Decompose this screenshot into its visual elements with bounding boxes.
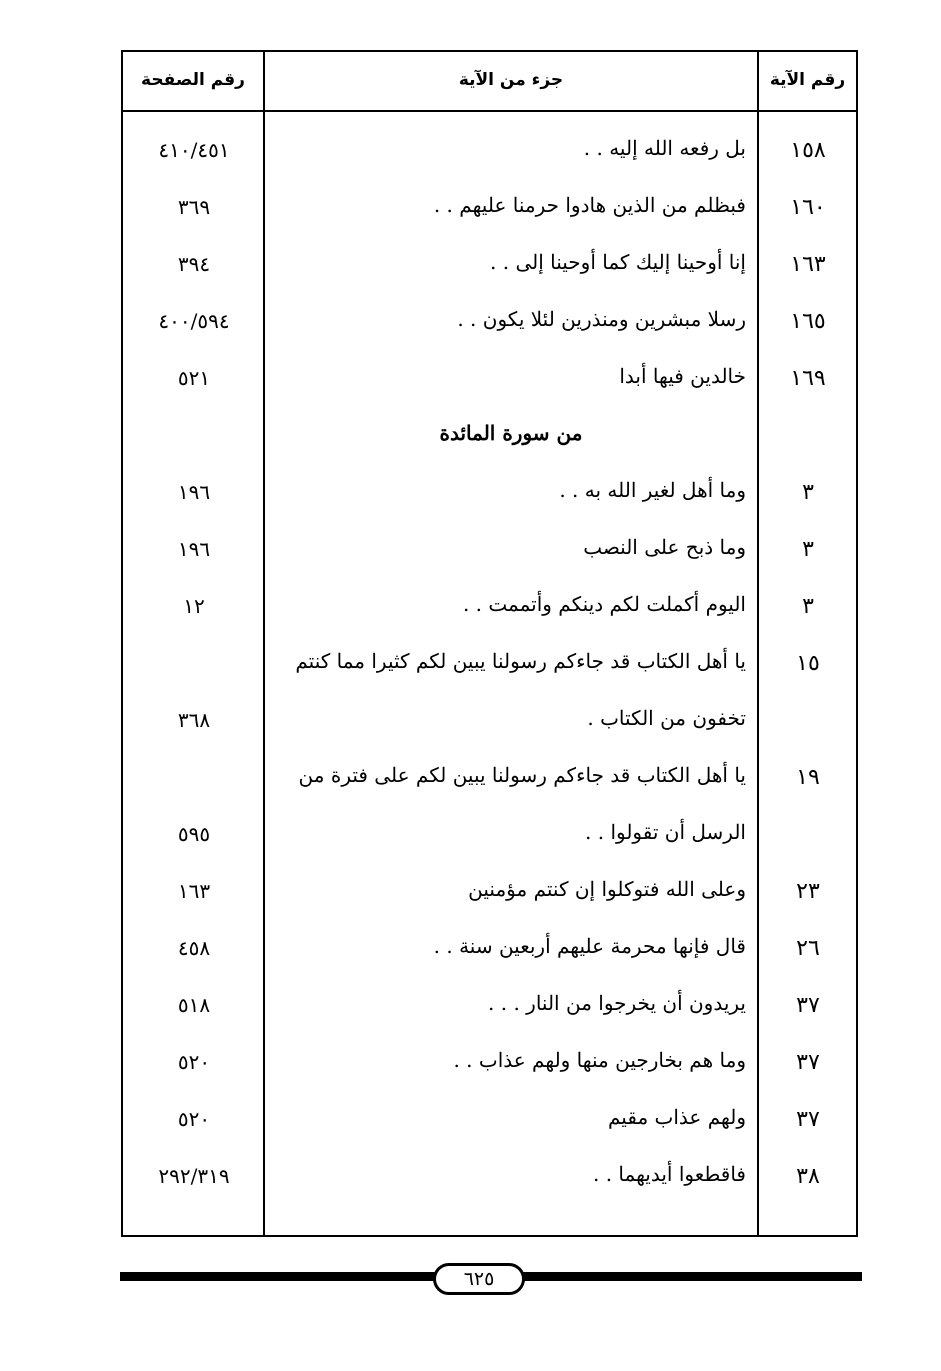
table-row bbox=[123, 301, 856, 341]
verse-excerpt-cell: وما ذبح على النصب bbox=[583, 535, 746, 559]
verse-excerpt-cell: خالدين فيها أبدا bbox=[619, 364, 746, 388]
verse-excerpt-cell: يريدون أن يخرجوا من النار . . . bbox=[488, 991, 746, 1015]
page-number-badge: ٦٢٥ bbox=[433, 1263, 525, 1295]
page-number-cell: ١٩٦ bbox=[177, 480, 211, 504]
page-number-cell: ٤٥٨ bbox=[177, 936, 211, 960]
page-number-cell: ٢٩٢/٣١٩ bbox=[158, 1164, 230, 1188]
verse-number-cell: ٣٨ bbox=[796, 1164, 820, 1189]
page-number-cell: ٣٩٤ bbox=[177, 252, 211, 276]
page-number-cell: ١٢ bbox=[183, 594, 205, 618]
verse-number-cell: ٣٧ bbox=[796, 1107, 820, 1132]
table-row bbox=[123, 814, 856, 854]
page-number-cell: ١٩٦ bbox=[177, 537, 211, 561]
verse-number-cell: ٣٧ bbox=[796, 1050, 820, 1075]
table-row bbox=[123, 643, 856, 683]
verse-excerpt-cell: بل رفعه الله إليه . . bbox=[583, 136, 746, 160]
verse-number-cell: ١٩ bbox=[796, 765, 820, 790]
page-number-cell: ٤٠٠/٥٩٤ bbox=[158, 309, 230, 333]
page-number-cell: ٥١٨ bbox=[177, 993, 211, 1017]
verse-excerpt-cell: رسلا مبشرين ومنذرين لئلا يكون . . bbox=[457, 307, 746, 331]
header-verse-excerpt: جزء من الآية bbox=[458, 70, 564, 90]
verse-excerpt-cell: إنا أوحينا إليك كما أوحينا إلى . . bbox=[490, 250, 746, 274]
table-row bbox=[123, 700, 856, 740]
index-table bbox=[121, 50, 858, 1237]
page-number-cell: ٣٦٩ bbox=[177, 195, 211, 219]
verse-number-cell: ١٦٠ bbox=[790, 195, 826, 220]
verse-excerpt-cell: وما أهل لغير الله به . . bbox=[559, 478, 746, 502]
table-row bbox=[123, 985, 856, 1025]
verse-excerpt-cell: ولهم عذاب مقيم bbox=[608, 1105, 746, 1129]
table-row bbox=[123, 529, 856, 569]
table-row bbox=[123, 358, 856, 398]
verse-excerpt-cell: قال فإنها محرمة عليهم أربعين سنة . . bbox=[433, 934, 746, 958]
verse-number-cell: ١٥ bbox=[796, 651, 820, 676]
table-row bbox=[123, 130, 856, 170]
table-row bbox=[123, 1042, 856, 1082]
verse-number-cell: ٣ bbox=[802, 594, 814, 619]
verse-excerpt-cell: الرسل أن تقولوا . . bbox=[585, 820, 746, 844]
verse-excerpt-cell: فبظلم من الذين هادوا حرمنا عليهم . . bbox=[433, 193, 746, 217]
verse-excerpt-cell: فاقطعوا أيديهما . . bbox=[592, 1162, 746, 1186]
verse-number-cell: ٢٦ bbox=[796, 936, 820, 961]
verse-number-cell: ١٦٩ bbox=[790, 366, 826, 391]
verse-excerpt-cell: يا أهل الكتاب قد جاءكم رسولنا يبين لكم كثيرا مما كنتم bbox=[295, 649, 746, 673]
verse-excerpt-cell: يا أهل الكتاب قد جاءكم رسولنا يبين لكم على فترة من bbox=[298, 763, 746, 787]
header-page-number: رقم الصفحة bbox=[141, 70, 245, 90]
verse-excerpt-cell: اليوم أكملت لكم دينكم وأتممت . . bbox=[462, 592, 746, 616]
verse-number-cell: ١٥٨ bbox=[790, 138, 826, 163]
page-number-cell: ٥٢٠ bbox=[177, 1050, 211, 1074]
page-number-cell: ٥٢١ bbox=[177, 366, 211, 390]
header-verse-number: رقم الآية bbox=[769, 70, 846, 90]
table-row bbox=[123, 928, 856, 968]
table-row bbox=[123, 586, 856, 626]
verse-number-cell: ٣ bbox=[802, 480, 814, 505]
table-row bbox=[123, 472, 856, 512]
footer-rule-left bbox=[120, 1272, 438, 1281]
table-row bbox=[123, 187, 856, 227]
table-row bbox=[123, 244, 856, 284]
page-number-cell: ٣٦٨ bbox=[177, 708, 211, 732]
verse-excerpt-cell: وعلى الله فتوكلوا إن كنتم مؤمنين bbox=[468, 877, 746, 901]
table-row bbox=[123, 1156, 856, 1196]
verse-number-cell: ٢٣ bbox=[796, 879, 820, 904]
page-number-cell: ٤١٠/٤٥١ bbox=[158, 138, 230, 162]
header-divider bbox=[123, 110, 856, 112]
verse-excerpt-cell: تخفون من الكتاب . bbox=[587, 706, 746, 730]
verse-number-cell: ٣ bbox=[802, 537, 814, 562]
footer-rule-right bbox=[515, 1272, 862, 1281]
verse-number-cell: ١٦٣ bbox=[790, 252, 826, 277]
verse-excerpt-cell: وما هم بخارجين منها ولهم عذاب . . bbox=[453, 1048, 746, 1072]
surah-section-title: من سورة المائدة bbox=[439, 421, 583, 445]
section-heading-row bbox=[123, 415, 856, 455]
page-number-cell: ١٦٣ bbox=[177, 879, 211, 903]
table-row bbox=[123, 757, 856, 797]
table-row bbox=[123, 1099, 856, 1139]
table-row bbox=[123, 871, 856, 911]
page-number-cell: ٥٢٠ bbox=[177, 1107, 211, 1131]
page-number-cell: ٥٩٥ bbox=[177, 822, 211, 846]
page-footer bbox=[120, 1263, 862, 1293]
verse-number-cell: ١٦٥ bbox=[790, 309, 826, 334]
verse-number-cell: ٣٧ bbox=[796, 993, 820, 1018]
